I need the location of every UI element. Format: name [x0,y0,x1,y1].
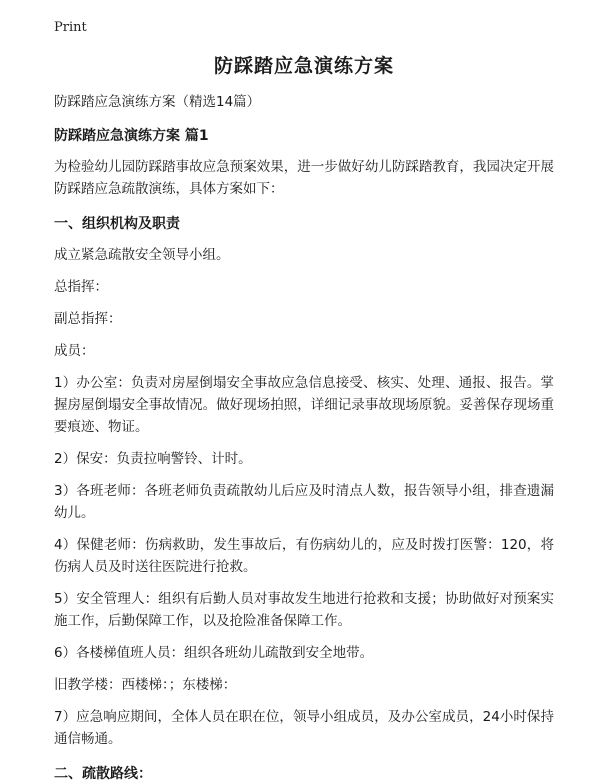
paragraph-group: 成立紧急疏散安全领导小组。 [54,247,230,263]
document-body [54,50,554,784]
paragraph-commander: 总指挥： [54,279,108,295]
paragraph-building: 旧教学楼：西楼梯：；东楼梯： [54,677,237,693]
paragraph-health: 4）保健老师：伤病救助，发生事故后，有伤病幼儿的，应及时拨打医警：120，将伤病人员及时送往医院进行抢救。 [54,537,554,575]
paragraph-security: 2）保安：负责拉响警铃、计时。 [54,451,252,467]
part-heading: 防踩踏应急演练方案 篇1 [54,128,209,144]
print-link[interactable]: Print [54,20,87,35]
section-heading-evacuation: 二、疏散路线： [54,766,152,782]
paragraph-safety: 5）安全管理人：组织有后勤人员对事故发生地进行抢救和支援；协助做好对预案实施工作，后勤保障工作，以及抢险准备保障工作。 [54,591,554,629]
paragraph-members: 成员： [54,343,95,359]
paragraph-deputy: 副总指挥： [54,311,122,327]
document-title: 防踩踏应急演练方案 [213,55,394,77]
document-subtitle: 防踩踏应急演练方案（精选14篇） [54,94,261,110]
paragraph-office: 1）办公室：负责对房屋倒塌安全事故应急信息接受、核实、处理、通报、报告。掌握房屋倒塌安全事故情况。做好现场拍照，详细记录事故现场原貌。妥善保存现场重要痕迹、物证。 [54,375,554,435]
intro-paragraph: 为检验幼儿园防踩踏事故应急预案效果，进一步做好幼儿防踩踏教育，我园决定开展防踩踏应急疏散演练，具体方案如下： [54,159,554,197]
paragraph-response: 7）应急响应期间，全体人员在职在位，领导小组成员，及办公室成员，24小时保持通信畅通。 [54,709,554,747]
section-heading-organization: 一、组织机构及职责 [54,216,180,232]
paragraph-teachers: 3）各班老师：各班老师负责疏散幼儿后应及时清点人数，报告领导小组，排查遗漏幼儿。 [54,483,554,521]
paragraph-stairs: 6）各楼梯值班人员：组织各班幼儿疏散到安全地带。 [54,645,374,661]
